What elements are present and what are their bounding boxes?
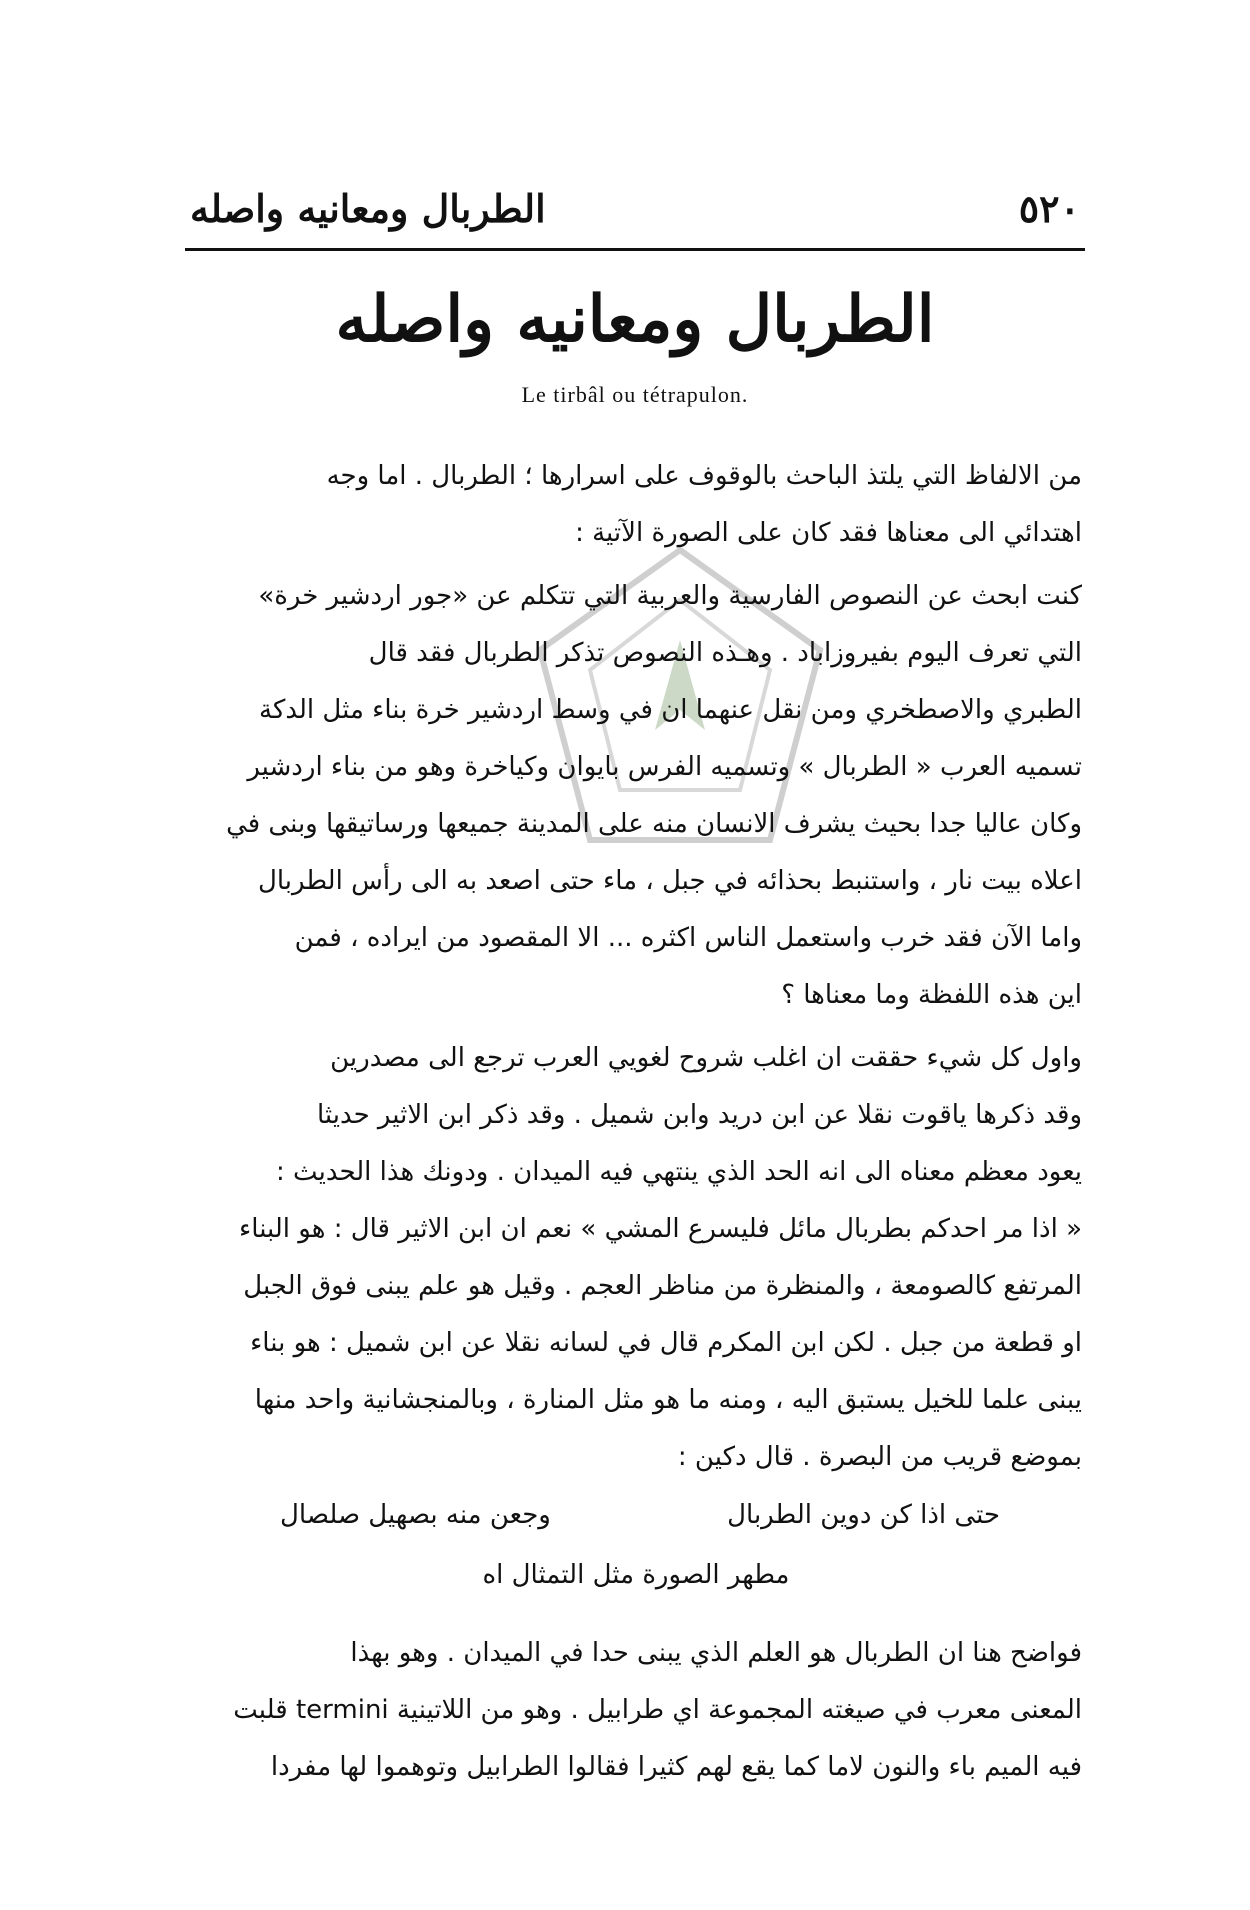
text-line: بموضع قريب من البصرة . قال دكين : — [677, 1442, 1082, 1472]
text-line: واول كل شيء حققت ان اغلب شروح لغويي العرب ترجع الى مصدرين — [330, 1043, 1082, 1073]
text-line: يبنى علما للخيل يستبق اليه ، ومنه ما هو مثل المنارة ، وبالمنجشانية واحد منها — [254, 1385, 1082, 1415]
text-line: تسميه العرب « الطربال » وتسميه الفرس بايوان وكياخرة وهو من بناء اردشير — [247, 752, 1082, 782]
text-line: اين هذه اللفظة وما معناها ؟ — [781, 980, 1082, 1010]
article-subtitle: Le tirbâl ou tétrapulon. — [521, 382, 749, 407]
text-line: وكان عاليا جدا بحيث يشرف الانسان منه على المدينة جميعها ورساتيقها وبنى في — [226, 809, 1082, 839]
text-line: اعلاه بيت نار ، واستنبط بحذائه في جبل ، ماء حتى اصعد به الى رأس الطربال — [257, 866, 1082, 896]
text-line: من الالفاظ التي يلتذ الباحث بالوقوف على اسرارها ؛ الطربال . اما وجه — [326, 461, 1082, 491]
article-title: الطربال ومعانيه واصله — [335, 282, 935, 357]
paragraph-4 — [190, 1625, 1082, 1796]
text-line: فواضح هنا ان الطربال هو العلم الذي يبنى حدا في الميدان . وهو بهذا — [350, 1638, 1082, 1668]
paragraph-3 — [190, 1030, 1082, 1486]
text-line: المعنى معرب في صيغته المجموعة اي طرابيل . وهو من اللاتينية termini قلبت — [233, 1695, 1082, 1725]
text-line: كنت ابحث عن النصوص الفارسية والعربية التي تتكلم عن «جور اردشير خرة» — [258, 581, 1082, 611]
text-line: « اذا مر احدكم بطربال مائل فليسرع المشي » نعم ان ابن الاثير قال : هو البناء — [239, 1214, 1082, 1244]
text-line: التي تعرف اليوم بفيروزاباد . وهـذه النصوص تذكر الطربال فقد قال — [368, 638, 1082, 668]
page-number: ٥٢٠ — [1018, 185, 1080, 231]
running-title: الطربال ومعانيه واصله — [190, 185, 546, 231]
text-line: او قطعة من جبل . لكن ابن المكرم قال في لسانه نقلا عن ابن شميل : هو بناء — [250, 1328, 1082, 1358]
text-line: واما الآن فقد خرب واستعمل الناس اكثره ... الا المقصود من ايراده ، فمن — [294, 923, 1082, 953]
poem-verse-1 — [280, 1500, 1000, 1530]
text-line: اهتدائي الى معناها فقد كان على الصورة الآتية : — [575, 518, 1082, 548]
text-line: وقد ذكرها ياقوت نقلا عن ابن دريد وابن شميل . وقد ذكر ابن الاثير حديثا — [316, 1100, 1082, 1130]
running-header — [190, 178, 1080, 238]
text-line: يعود معظم معناه الى انه الحد الذي ينتهي فيه الميدان . ودونك هذا الحديث : — [276, 1157, 1082, 1187]
text-line: المرتفع كالصومعة ، والمنظرة من مناظر العجم . وقيل هو علم يبنى فوق الجبل — [243, 1271, 1082, 1301]
text-line: فيه الميم باء والنون لاما كما يقع لهم كثيرا فقالوا الطرابيل وتوهموا لها مفردا — [270, 1752, 1082, 1782]
poem-verse-2: مطهر الصورة مثل التمثال اه — [482, 1560, 790, 1590]
poem-hemistich-right: حتى اذا كن دوين الطربال — [727, 1500, 1000, 1530]
poem-hemistich-left: وجعن منه بصهيل صلصال — [280, 1500, 551, 1530]
paragraph-1 — [190, 448, 1082, 562]
paragraph-2 — [190, 568, 1082, 1024]
header-rule — [185, 248, 1085, 251]
text-line: الطبري والاصطخري ومن نقل عنهما ان في وسط اردشير خرة بناء مثل الدكة — [259, 695, 1082, 725]
